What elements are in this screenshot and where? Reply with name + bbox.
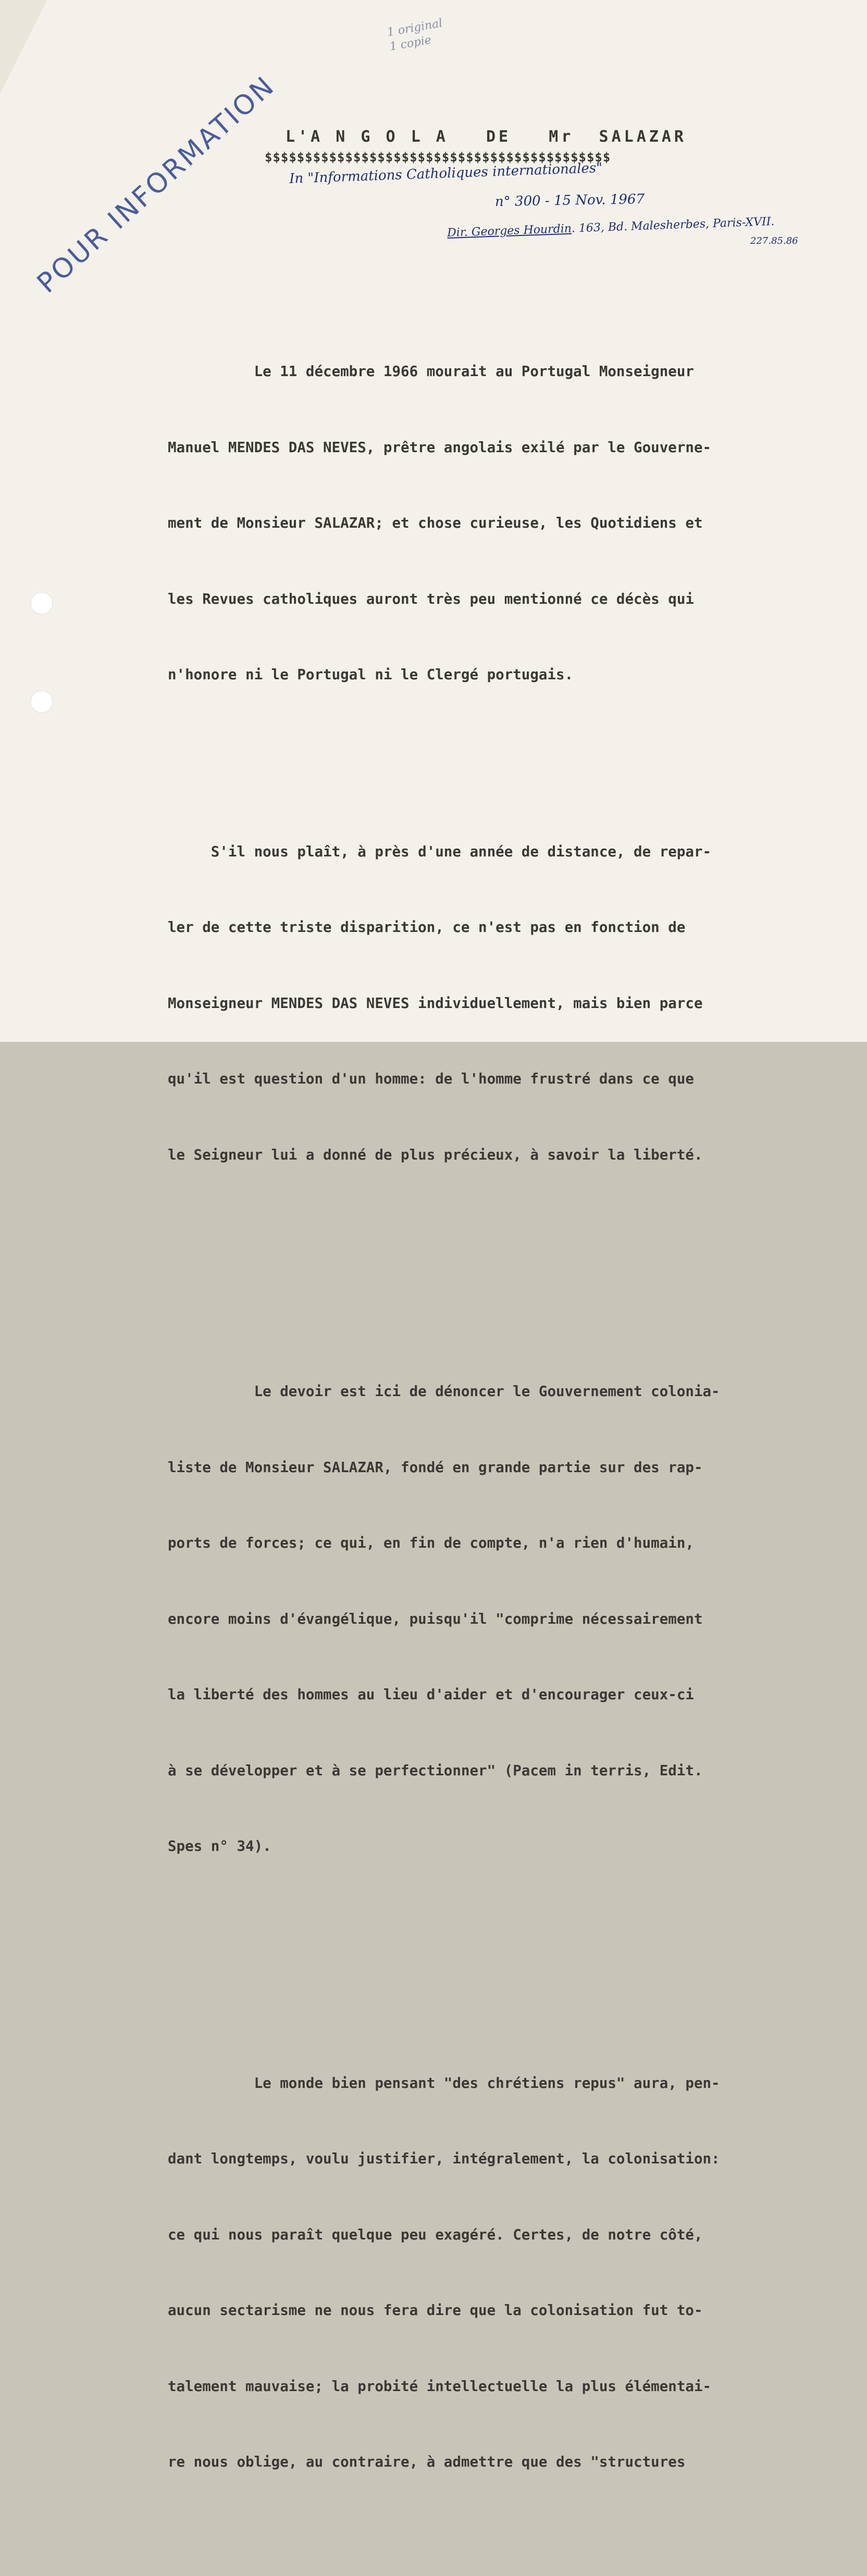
handwritten-source: In "Informations Catholiques internationales" — [289, 160, 603, 187]
text-line: le Seigneur lui a donné de plus précieux, à savoir la liberté. — [168, 1146, 703, 1163]
paragraph — [168, 789, 835, 1218]
corner-note-line: 1 original — [386, 17, 444, 40]
text-line: Le 11 décembre 1966 mourait au Portugal Monseigneur — [168, 363, 694, 380]
text-line: Monseigneur MENDES DAS NEVES individuellement, mais bien parce — [168, 994, 703, 1012]
text-line: aucun sectarisme ne nous fera dire que la colonisation fut to- — [168, 2302, 703, 2319]
body-text — [168, 258, 835, 2576]
text-line: n'honore ni le Portugal ni le Clergé portugais. — [168, 666, 574, 683]
information-stamp: POUR INFORMATION — [31, 70, 281, 300]
handwritten-address — [447, 215, 775, 240]
paragraph — [168, 2020, 835, 2525]
text-line: qu'il est question d'un homme: de l'homme frustré dans ce que — [168, 1071, 694, 1087]
handwritten-corner-note — [386, 16, 446, 55]
handwritten-phone: 227.85.86 — [750, 235, 798, 246]
text-line: talement mauvaise; la probité intellectuelle la plus élémentai- — [168, 2378, 712, 2395]
text-line: liste de Monsieur SALAZAR, fondé en grande partie sur des rap- — [168, 1459, 703, 1476]
punch-hole — [30, 690, 53, 713]
text-line: Spes n° 34). — [168, 1838, 271, 1855]
text-line: Le devoir est ici de dénoncer le Gouvernement colonia- — [168, 1383, 720, 1400]
punch-hole — [30, 592, 53, 615]
text-line: dant longtemps, voulu justifier, intégralement, la colonisation: — [168, 2150, 720, 2167]
text-line: la liberté des hommes au lieu d'aider et d'encourager ceux-ci — [168, 1686, 694, 1703]
paragraph — [168, 1328, 835, 1910]
title-underline-rule: $$$$$$$$$$$$$$$$$$$$$$$$$$$$$$$$$$$$$$$$$$$ — [265, 150, 611, 165]
text-line: à se développer et à se perfectionner" (Pacem in terris, Edit. — [168, 1762, 703, 1779]
paragraph — [168, 308, 835, 738]
corner-note-line: 1 copie — [388, 33, 432, 54]
text-line: les Revues catholiques auront très peu mentionné ce décès qui — [168, 590, 694, 607]
address-text: . 163, Bd. Malesherbes, Paris-XVII. — [571, 215, 775, 235]
text-line: ce qui nous paraît quelque peu exagéré. Certes, de notre côté, — [168, 2226, 703, 2243]
text-line: S'il nous plaît, à près d'une année de distance, de repar- — [168, 843, 712, 860]
text-line: ports de forces; ce qui, en fin de compte, n'a rien d'humain, — [168, 1535, 694, 1551]
text-line: re nous oblige, au contraire, à admettre que des "structures — [168, 2454, 686, 2470]
handwritten-issue: n° 300 - 15 Nov. 1967 — [494, 191, 645, 210]
director-name: Dir. Georges Hourdin — [447, 222, 572, 240]
text-line: Le monde bien pensant "des chrétiens repus" aura, pen- — [168, 2074, 720, 2092]
folded-corner — [0, 0, 47, 94]
text-line: encore moins d'évangélique, puisqu'il "comprime nécessairement — [168, 1610, 703, 1627]
document-title: L'A N G O L A DE Mr SALAZAR — [286, 128, 687, 146]
text-line: ment de Monsieur SALAZAR; et chose curieuse, les Quotidiens et — [168, 515, 703, 531]
text-line: ler de cette triste disparition, ce n'est pas en fonction de — [168, 919, 686, 936]
text-line: Manuel MENDES DAS NEVES, prêtre angolais exilé par le Gouverne- — [168, 439, 712, 456]
